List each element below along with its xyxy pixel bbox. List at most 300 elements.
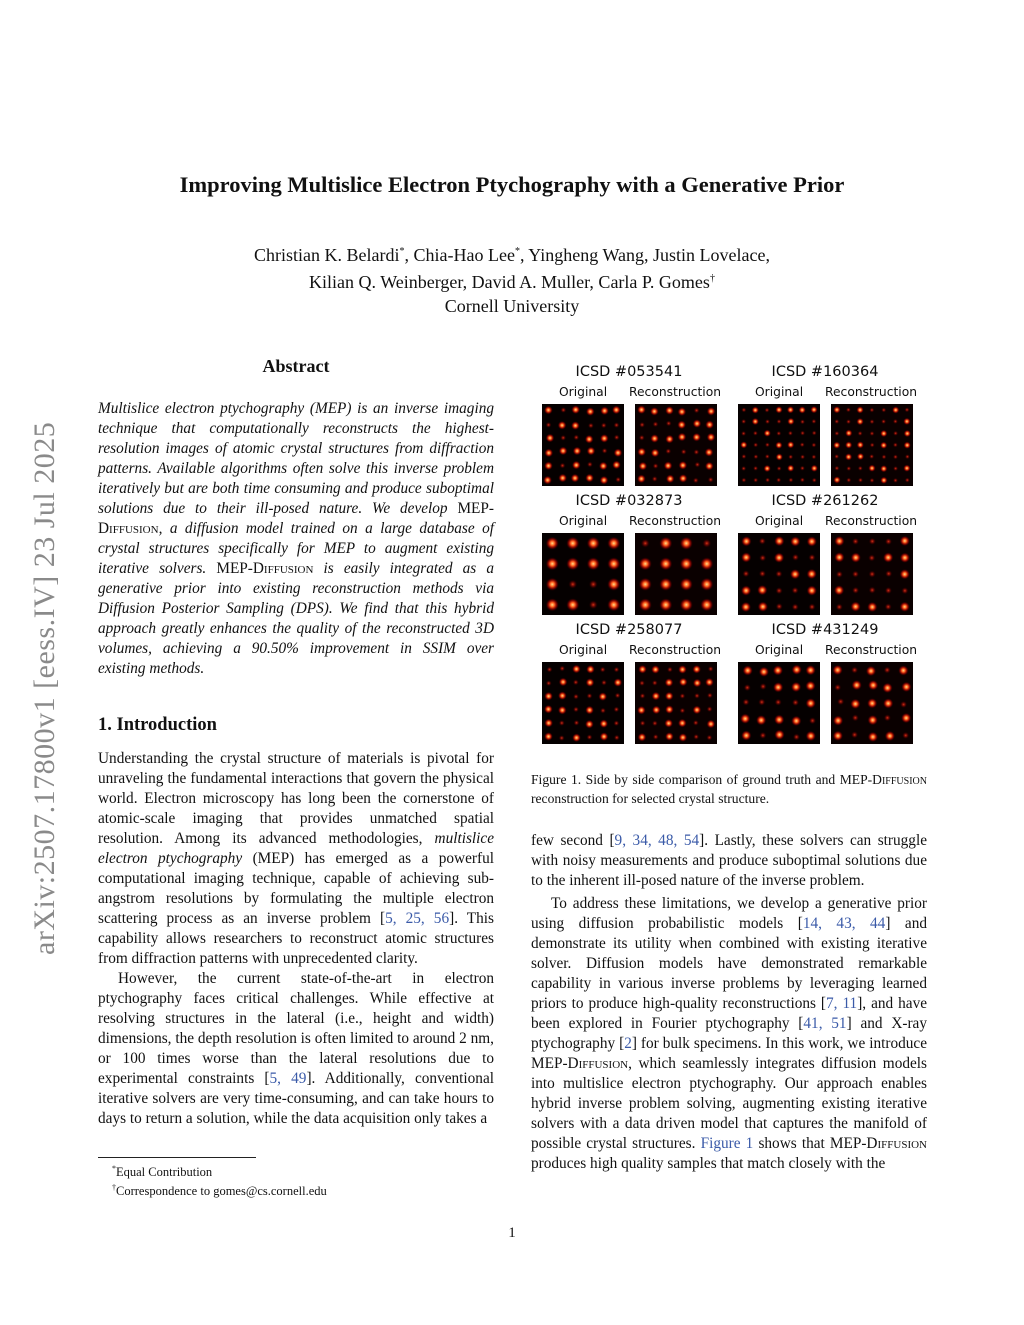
atom-column: [694, 693, 700, 699]
atom-column: [753, 478, 758, 483]
atom-column: [560, 463, 566, 469]
atom-column: [679, 708, 685, 714]
atom-column: [808, 603, 815, 610]
atom-column: [884, 666, 891, 673]
atom-column: [651, 665, 660, 674]
atom-column: [776, 419, 781, 424]
atom-column: [544, 449, 553, 458]
atom-column: [741, 478, 746, 483]
citation-link[interactable]: 7, 11: [826, 995, 858, 1012]
atom-column: [652, 476, 658, 482]
atom-column: [653, 421, 659, 427]
atom-column: [773, 665, 783, 675]
atom-column: [544, 461, 553, 470]
atom-column: [880, 477, 887, 484]
atom-column: [600, 667, 606, 673]
atom-column: [869, 454, 874, 459]
atom-column: [600, 406, 609, 415]
atom-column: [601, 422, 607, 428]
atom-column: [756, 715, 766, 725]
atom-column: [708, 666, 714, 672]
atom-column: [787, 441, 794, 448]
atom-column: [639, 578, 652, 591]
atom-column: [774, 715, 784, 725]
reconstruction-image: [635, 533, 717, 615]
atom-column: [791, 682, 801, 692]
paragraph: [98, 969, 494, 1129]
atom-column: [587, 693, 593, 699]
citation-link[interactable]: 41, 51: [803, 1015, 847, 1032]
atom-column: [811, 442, 816, 447]
atom-column: [752, 406, 759, 413]
atom-column: [637, 706, 646, 715]
atom-column: [639, 422, 645, 428]
atom-column: [607, 578, 620, 591]
atom-column: [707, 692, 713, 698]
atom-column: [757, 585, 767, 595]
atom-column: [679, 474, 688, 483]
paragraph-text: To address these limitations, we develop a generative prior using diffusion probabilistic models [: [531, 895, 927, 932]
atom-column: [743, 665, 753, 675]
atom-column: [834, 466, 839, 471]
atom-column: [792, 665, 802, 675]
atom-column: [641, 539, 650, 548]
atom-column: [900, 602, 910, 612]
atom-column: [765, 442, 770, 447]
footnotes: [112, 1161, 327, 1199]
right-column-body: [531, 831, 927, 1174]
method-name: MEP-Diffusion: [829, 1135, 927, 1152]
author-names: , Yingheng Wang, Justin Lovelace,: [519, 245, 770, 265]
lattice-image: [831, 404, 913, 486]
atom-column: [800, 419, 805, 424]
atom-column: [852, 538, 859, 545]
atom-column: [765, 477, 770, 482]
atom-column: [742, 570, 749, 577]
atom-column: [788, 454, 793, 459]
paragraph: [98, 749, 494, 969]
paragraph-text: Understanding the crystal structure of materials is pivotal for unraveling the fundamental interactions that govern the physical world. Electron microscopy has long been the cornerstone of atomic-scale imaging that provides unmatched spatial resolution. Among its advanced methodologies,: [98, 750, 494, 847]
atom-column: [600, 732, 609, 741]
atom-column: [638, 665, 647, 674]
atom-column: [837, 698, 844, 705]
atom-column: [559, 720, 565, 726]
atom-column: [884, 714, 891, 721]
panel-title: ICSD #261262: [771, 493, 879, 509]
atom-column: [742, 699, 749, 706]
original-image: [738, 662, 820, 744]
atom-column: [800, 466, 805, 471]
atom-column: [868, 680, 878, 690]
atom-column: [792, 554, 799, 561]
atom-column: [640, 693, 646, 699]
atom-column: [753, 442, 758, 447]
atom-column: [708, 477, 714, 483]
atom-column: [790, 569, 800, 579]
atom-column: [544, 705, 553, 714]
atom-column: [775, 442, 782, 449]
paragraph-text: However, the current state-of-the-art in electron ptychography faces critical challenges. While effective at resolving structures in the lateral (i.e., height and width) dimensions, the depth resolution is often limited to around 2 nm, or 100 times worse than the lateral resolutions due to experimental constraints [: [98, 970, 494, 1087]
atom-column: [665, 692, 674, 701]
equal-contribution-mark: *: [514, 246, 520, 257]
atom-column: [571, 421, 580, 430]
atom-column: [547, 667, 553, 673]
atom-column: [681, 449, 687, 455]
atom-column: [740, 441, 747, 448]
atom-column: [883, 552, 893, 562]
atom-column: [808, 554, 815, 561]
atom-column: [775, 699, 782, 706]
atom-column: [764, 430, 771, 437]
atom-column: [790, 536, 800, 546]
atom-column: [758, 602, 768, 612]
lattice-image: [542, 533, 624, 615]
atom-column: [858, 466, 863, 471]
atom-column: [788, 477, 793, 482]
reconstruction-image: [635, 404, 717, 486]
atom-column: [787, 465, 794, 472]
atom-column: [851, 666, 858, 673]
atom-column: [543, 476, 552, 485]
atom-column: [741, 585, 751, 595]
atom-column: [774, 553, 784, 563]
atom-column: [898, 665, 908, 675]
footnote-mark: †: [112, 1183, 116, 1193]
atom-column: [692, 433, 701, 442]
reconstruction-label: Reconstruction: [825, 385, 918, 399]
atom-column: [774, 536, 784, 546]
atom-column: [812, 478, 817, 483]
atom-column: [705, 448, 714, 457]
atom-column: [833, 715, 843, 725]
paragraph-text: ]. Lastly, these solvers can struggle with noisy measurements and produce suboptimal solutions due to the inherent ill-posed nature of the inverse problem.: [531, 832, 927, 889]
atom-column: [867, 602, 877, 612]
atom-column: [558, 421, 567, 430]
footnote-mark: *: [112, 1164, 116, 1173]
atom-column: [834, 552, 844, 562]
atom-column: [741, 602, 751, 612]
atom-column: [558, 691, 567, 700]
atom-column: [834, 684, 841, 691]
footnote-correspondence: [112, 1180, 327, 1199]
paragraph-text: ] and demonstrate its utility when combined with existing iterative solver. Diffusion models have demonstrated remarkable capability in various inverse problems by leveraging learned priors to produce high-quality reconstructions [: [531, 915, 927, 1012]
atom-column: [659, 557, 672, 570]
atom-column: [741, 730, 751, 740]
atom-column: [693, 477, 699, 483]
atom-column: [776, 453, 783, 460]
panel-title: ICSD #160364: [771, 364, 879, 380]
atom-column: [773, 682, 783, 692]
atom-column: [637, 474, 646, 483]
abstract-text: , a diffusion model trained on a large database of crystal structures specifically for MEP to augment existing iterative solvers.: [98, 520, 494, 577]
atom-column: [800, 431, 805, 436]
atom-column: [700, 598, 713, 611]
atom-column: [753, 454, 758, 459]
atom-column: [614, 448, 623, 457]
equal-contribution-mark: *: [399, 246, 405, 257]
atom-column: [639, 557, 652, 570]
atom-column: [665, 678, 674, 687]
atom-column: [705, 420, 714, 429]
lattice-image: [635, 533, 717, 615]
atom-column: [885, 731, 895, 741]
panel-title: ICSD #258077: [575, 622, 683, 638]
atom-column: [880, 430, 887, 437]
atom-column: [810, 406, 817, 413]
atom-column: [806, 698, 816, 708]
footnote-text: Equal Contribution: [116, 1165, 213, 1180]
atom-column: [666, 420, 672, 426]
atom-column: [546, 680, 552, 686]
atom-column: [759, 732, 766, 739]
introduction-body: [98, 749, 494, 1129]
atom-column: [759, 554, 766, 561]
atom-column: [651, 449, 660, 458]
atom-column: [852, 587, 859, 594]
atom-column: [571, 474, 580, 483]
atom-column: [805, 665, 815, 675]
atom-column: [881, 454, 886, 459]
atom-column: [613, 706, 619, 712]
atom-column: [586, 407, 595, 416]
atom-column: [904, 407, 909, 412]
atom-column: [587, 734, 593, 740]
atom-column: [653, 734, 659, 740]
atom-column: [637, 448, 646, 457]
atom-column: [753, 431, 758, 436]
atom-column: [870, 442, 875, 447]
panel-title: ICSD #053541: [575, 364, 683, 380]
atom-column: [787, 406, 794, 413]
atom-column: [834, 536, 844, 546]
paragraph-text: ]. This capability allows researchers to reconstruct atomic structures from diffraction patterns with unprecedented clarity.: [98, 910, 494, 967]
atom-column: [614, 434, 620, 440]
atom-column: [805, 681, 815, 691]
lattice-image: [831, 662, 913, 744]
atom-column: [846, 419, 851, 424]
atom-column: [776, 603, 783, 610]
paragraph-text: , which seamlessly integrates diffusion models into multislice electron ptychography. Our approach enables hybrid inverse problem solving, augmenting existing iterative solvers with a data driven model that captures the manifold of possible crystal structures.: [531, 1055, 927, 1152]
paragraph-text: shows that: [753, 1135, 830, 1152]
caption-text: reconstruction for selected crystal structure.: [531, 791, 770, 806]
atom-column: [700, 557, 713, 570]
citation-link[interactable]: 5, 25, 56: [385, 910, 450, 927]
atom-column: [850, 601, 860, 611]
atom-column: [759, 538, 766, 545]
atom-column: [851, 731, 858, 738]
original-label: Original: [755, 514, 804, 528]
atom-column: [546, 537, 559, 550]
atom-column: [587, 557, 600, 570]
atom-column: [760, 683, 767, 690]
atom-column: [834, 454, 839, 459]
atom-column: [741, 454, 746, 459]
figure-panel: [531, 364, 727, 492]
atom-column: [866, 666, 876, 676]
atom-column: [588, 423, 594, 429]
figure-panel: [727, 622, 923, 750]
atom-column: [586, 678, 595, 687]
atom-column: [573, 706, 579, 712]
reconstruction-image: [831, 533, 913, 615]
atom-column: [600, 708, 606, 714]
original-label: Original: [559, 514, 608, 528]
original-label: Original: [755, 643, 804, 657]
atom-column: [792, 603, 799, 610]
atom-column: [869, 419, 874, 424]
atom-column: [807, 585, 817, 595]
atom-column: [665, 435, 674, 444]
atom-column: [806, 731, 816, 741]
atom-column: [558, 474, 567, 483]
paragraph-text: ] and X-ray ptychography [: [531, 1015, 927, 1052]
atom-column: [559, 678, 568, 687]
atom-column: [694, 407, 700, 413]
atom-column: [858, 478, 863, 483]
atom-column: [612, 461, 621, 470]
atom-column: [665, 705, 674, 714]
atom-column: [885, 538, 892, 545]
atom-column: [741, 466, 746, 471]
atom-column: [639, 435, 645, 441]
atom-column: [666, 474, 675, 483]
atom-column: [845, 429, 852, 436]
footnote-rule: [98, 1157, 256, 1158]
atom-column: [678, 719, 687, 728]
atom-column: [573, 447, 582, 456]
atom-column: [759, 667, 769, 677]
atom-column: [867, 698, 877, 708]
atom-column: [559, 666, 565, 672]
atom-column: [659, 598, 672, 611]
atom-column: [741, 419, 746, 424]
atom-column: [883, 698, 893, 708]
atom-column: [904, 430, 911, 437]
figure-reference-link[interactable]: Figure 1: [700, 1135, 754, 1152]
atom-column: [900, 701, 907, 708]
atom-column: [809, 717, 816, 724]
abstract-text: Multislice electron ptychography (MEP) is an inverse imaging technique that computationally reconstructs the highest-resolution images of atomic crystal structures from diffraction patterns. Available algorithms often solve this inverse problem iteratively but are both time consuming and produce suboptimal solutions due to their ill-posed nature. We develop: [98, 400, 494, 517]
citation-link[interactable]: 14, 43, 44: [802, 915, 886, 932]
atom-column: [893, 419, 898, 424]
original-label: Original: [559, 643, 608, 657]
method-name: MEP-Diffusion: [839, 772, 927, 787]
atom-column: [585, 706, 594, 715]
atom-column: [905, 478, 910, 483]
atom-column: [702, 539, 711, 548]
atom-column: [638, 733, 647, 742]
atom-column: [601, 680, 607, 686]
atom-column: [885, 587, 892, 594]
atom-column: [856, 418, 863, 425]
lattice-image: [542, 404, 624, 486]
atom-column: [811, 419, 816, 424]
author-name: Christian K. Belardi: [254, 245, 400, 265]
atom-column: [741, 431, 746, 436]
affiliation: Cornell University: [444, 296, 580, 316]
atom-column: [765, 419, 770, 424]
atom-column: [857, 453, 864, 460]
atom-column: [902, 732, 909, 739]
citation-link[interactable]: 9, 34, 48, 54: [614, 832, 700, 849]
atom-column: [833, 442, 840, 449]
authors-line-2: [0, 267, 1024, 294]
atom-column: [850, 699, 860, 709]
atom-column: [792, 699, 799, 706]
reconstruction-label: Reconstruction: [629, 643, 722, 657]
arxiv-identifier: arXiv:2507.17800v1 [eess.IV] 23 Jul 2025: [28, 421, 61, 955]
atom-column: [775, 406, 782, 413]
atom-column: [892, 406, 899, 413]
atom-column: [901, 713, 911, 723]
lattice-image: [831, 533, 913, 615]
atom-column: [544, 719, 553, 728]
author-name: , Chia-Hao Lee: [404, 245, 515, 265]
atom-column: [868, 554, 875, 561]
atom-column: [665, 448, 671, 454]
author-names: Kilian Q. Weinberger, David A. Muller, Carla P. Gomes: [309, 272, 710, 292]
lattice-image: [635, 404, 717, 486]
atom-column: [893, 466, 898, 471]
atom-column: [901, 682, 911, 692]
atom-column: [652, 692, 661, 701]
atom-column: [598, 692, 607, 701]
author-block: [0, 240, 1024, 318]
lattice-image: [738, 662, 820, 744]
atom-column: [834, 585, 844, 595]
atom-column: [741, 536, 751, 546]
atom-column: [589, 600, 598, 609]
atom-column: [740, 714, 750, 724]
footnote-equal-contribution: [112, 1161, 327, 1180]
atom-column: [852, 714, 859, 721]
atom-column: [893, 431, 898, 436]
atom-column: [833, 476, 840, 483]
figure-panel: [531, 493, 727, 621]
atom-column: [679, 678, 688, 687]
atom-column: [792, 587, 799, 594]
atom-column: [544, 692, 553, 701]
atom-column: [707, 706, 713, 712]
atom-column: [607, 537, 620, 550]
atom-column: [705, 462, 714, 471]
citation-link[interactable]: 5, 49: [269, 1070, 307, 1087]
atom-column: [868, 465, 875, 472]
atom-column: [558, 706, 567, 715]
atom-column: [706, 735, 712, 741]
atom-column: [566, 537, 579, 550]
atom-column: [741, 407, 746, 412]
panel-title: ICSD #032873: [575, 493, 683, 509]
abstract-text: is easily integrated as a generative prior into existing reconstruction methods via Diffusion Posterior Sampling (DPS). We find that this hybrid approach greatly enhances the quality of the reconstructed 3D volumes, achieving a 90.50% improvement in SSIM over existing methods.: [98, 560, 494, 677]
lattice-image: [738, 533, 820, 615]
atom-column: [585, 720, 594, 729]
atom-column: [680, 557, 693, 570]
footnote-text: Correspondence to gomes@cs.cornell.edu: [116, 1184, 327, 1199]
original-image: [542, 404, 624, 486]
atom-column: [851, 552, 861, 562]
atom-column: [615, 693, 621, 699]
lattice-image: [542, 662, 624, 744]
atom-column: [811, 465, 818, 472]
atom-column: [652, 680, 658, 686]
atom-column: [904, 442, 911, 449]
citation-link[interactable]: 2: [624, 1035, 632, 1052]
atom-column: [800, 477, 805, 482]
atom-column: [677, 420, 686, 429]
atom-column: [652, 706, 661, 715]
original-image: [542, 662, 624, 744]
